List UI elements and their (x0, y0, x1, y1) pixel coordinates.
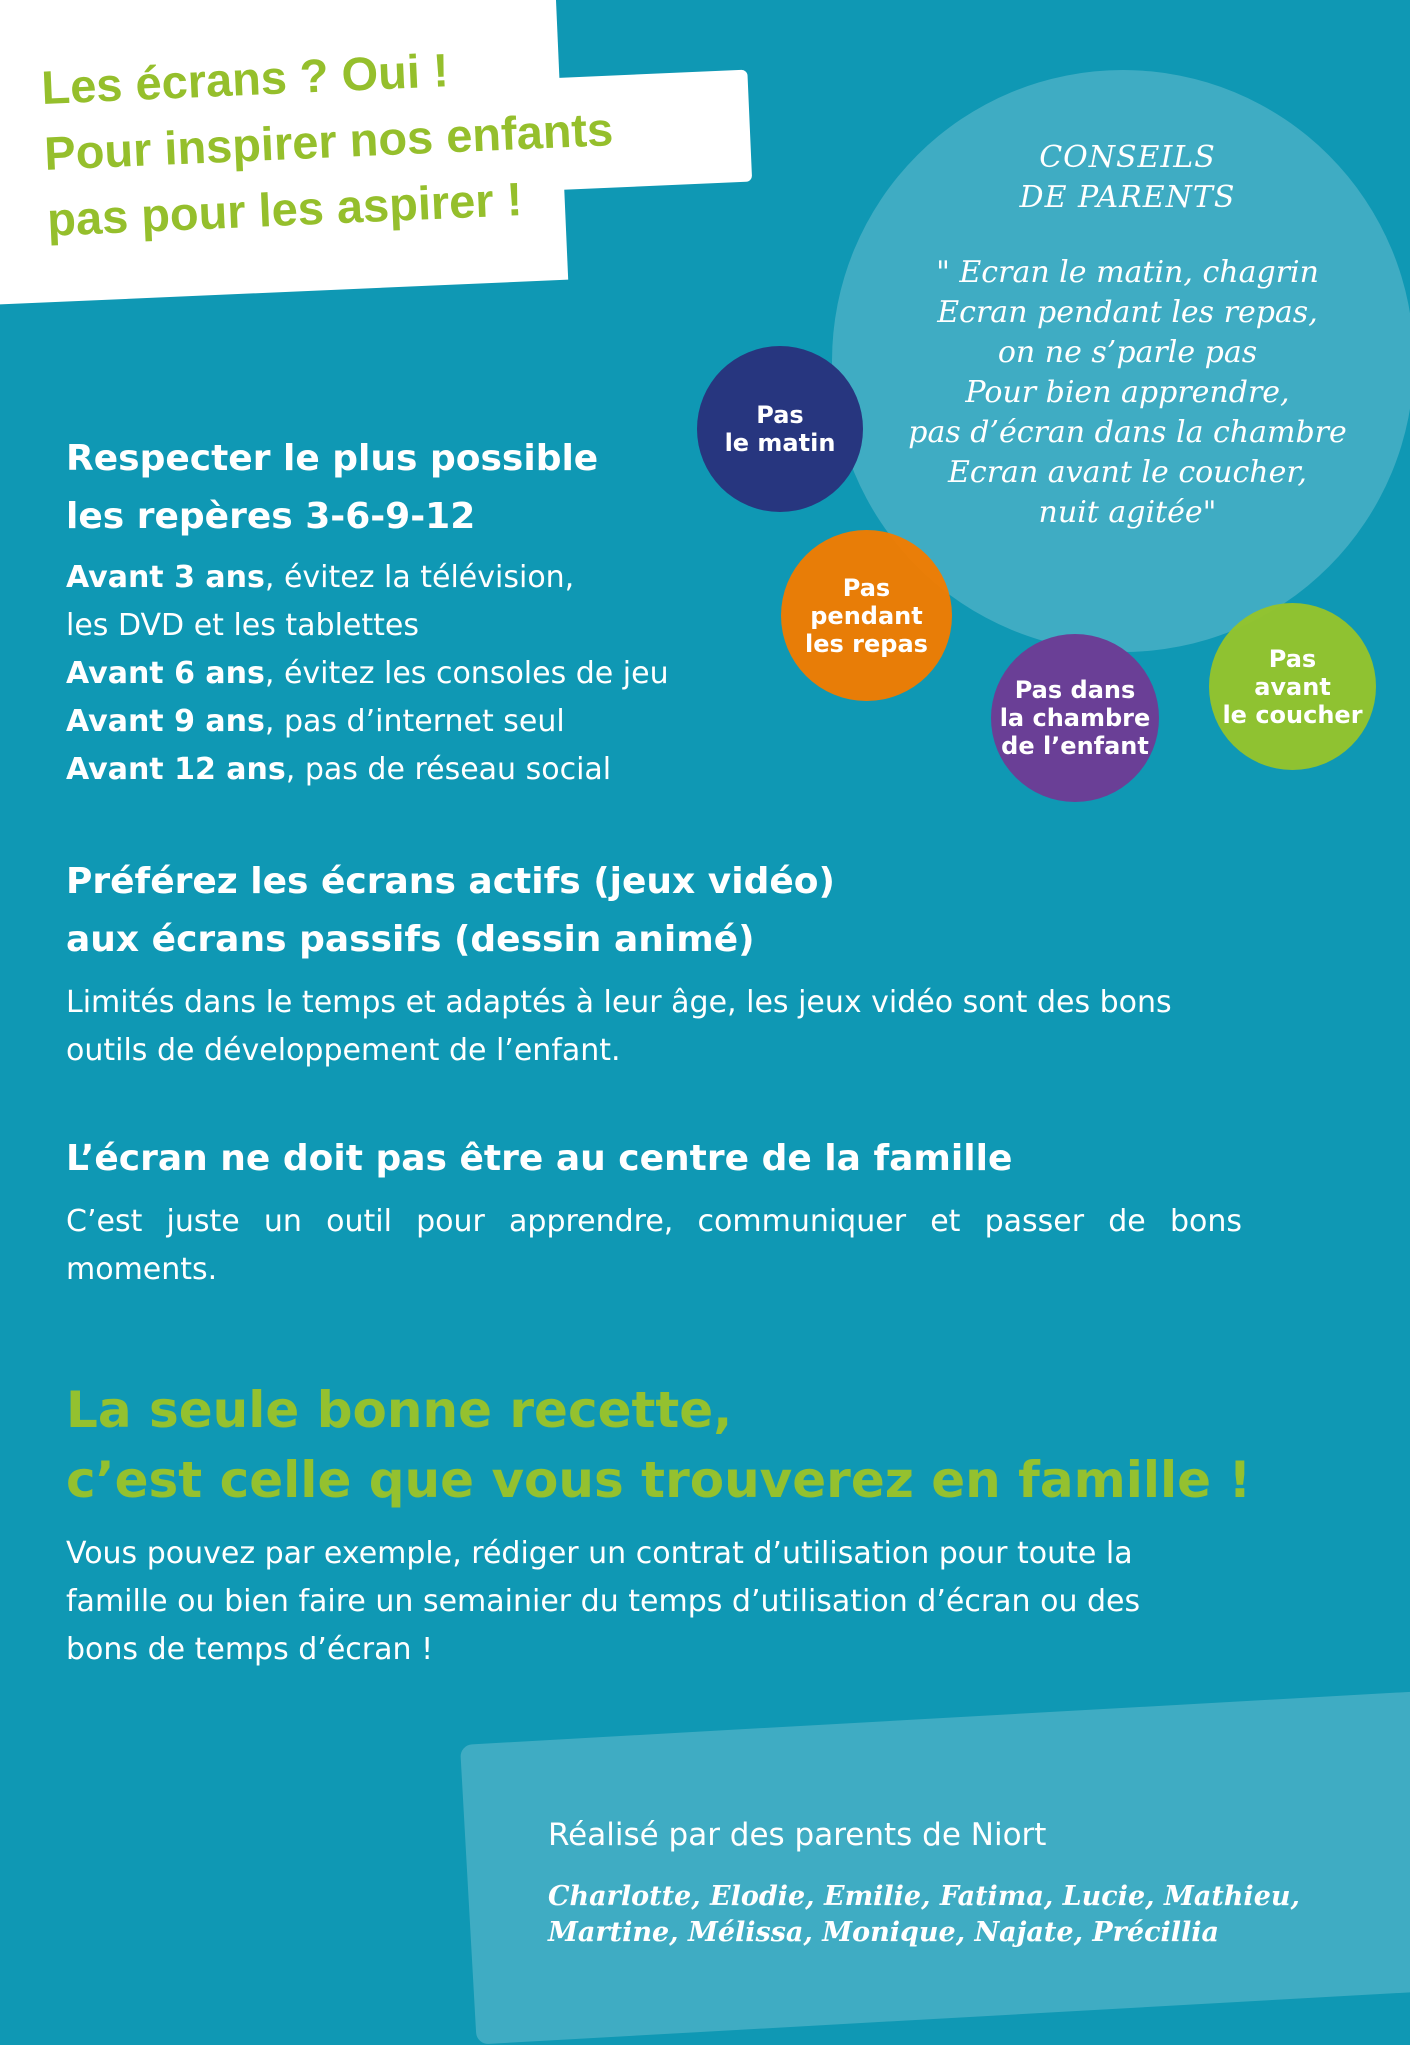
conseils-title (870, 138, 1385, 218)
reperes-item: les DVD et les tablettes (66, 608, 419, 643)
title-banner (40, 24, 748, 252)
bubble-label: Pas (842, 573, 891, 602)
bubble-label: Pas (1268, 644, 1317, 673)
title-line-1: Les écrans ? Oui ! (40, 43, 450, 114)
title-line-2: Pour inspirer nos enfants (43, 102, 615, 180)
credits-names (548, 1879, 1388, 1951)
title-line-3: pas pour les aspirer ! (46, 172, 524, 246)
actifs-heading-line-1: Préférez les écrans actifs (jeux vidéo) (66, 861, 835, 902)
bubble-label: le coucher (1222, 700, 1363, 729)
centre-body-line: C’est juste un outil pour apprendre, communiquer et passer de bons (66, 1204, 1242, 1239)
bubble-label: pendant (810, 601, 923, 630)
credits-names-line: Charlotte, Elodie, Emilie, Fatima, Lucie, Mathieu, (548, 1881, 1300, 1912)
recette-body-line: famille ou bien faire un semainier du temps d’utilisation d’écran ou des (66, 1584, 1141, 1619)
reperes-item: Avant 12 ans, pas de réseau social (66, 752, 612, 787)
bubble-label: le matin (724, 429, 836, 457)
reperes-section (66, 430, 1266, 794)
quote-line: Ecran avant le coucher, (948, 455, 1307, 490)
credits-title: Réalisé par des parents de Niort (548, 1817, 1047, 1853)
quote-line: on ne s’parle pas (997, 335, 1258, 370)
reperes-heading (66, 430, 1266, 546)
actifs-heading (66, 853, 1266, 969)
conseils-title-line-2: DE PARENTS (1019, 180, 1236, 215)
bubble-label: les repas (805, 629, 928, 658)
bubble-label: Pas (756, 401, 804, 429)
actifs-body (66, 979, 1266, 1075)
bubble-label: de l’enfant (1001, 732, 1149, 760)
reperes-heading-line-1: Respecter le plus possible (66, 438, 599, 479)
bubble-label: Pas dans (1014, 676, 1136, 704)
actifs-section (66, 853, 1266, 1075)
quote-line: nuit agitée" (1038, 495, 1217, 530)
credits-names-line: Martine, Mélissa, Monique, Najate, Précillia (548, 1917, 1220, 1948)
actifs-body-line: outils de développement de l’enfant. (66, 1033, 621, 1068)
actifs-heading-line-2: aux écrans passifs (dessin animé) (66, 919, 755, 960)
centre-body (66, 1198, 1266, 1294)
quote-line: " Ecran le matin, chagrin (936, 255, 1319, 290)
recette-body (66, 1530, 1266, 1674)
centre-body-line: moments. (66, 1252, 218, 1287)
reperes-list (66, 554, 1266, 794)
credits (548, 1815, 1388, 1951)
recette-body-line: Vous pouvez par exemple, rédiger un contrat d’utilisation pour toute la (66, 1536, 1133, 1571)
centre-heading: L’écran ne doit pas être au centre de la famille (66, 1138, 1013, 1179)
bubble-label: la chambre (999, 704, 1151, 732)
quote-line: Ecran pendant les repas, (937, 295, 1318, 330)
recette-heading-line-2: c’est celle que vous trouverez en famille ! (66, 1451, 1252, 1509)
recette-heading-line-1: La seule bonne recette, (66, 1381, 733, 1439)
recette-heading (66, 1375, 1251, 1515)
quote-line: Pour bien apprendre, (965, 375, 1290, 410)
reperes-item: Avant 6 ans, évitez les consoles de jeu (66, 656, 669, 691)
bubble-label: avant (1254, 672, 1331, 701)
reperes-item: Avant 9 ans, pas d’internet seul (66, 704, 565, 739)
quote-line: pas d’écran dans la chambre (908, 415, 1347, 450)
recette-body-line: bons de temps d’écran ! (66, 1632, 434, 1667)
conseils-title-line-1: CONSEILS (1039, 140, 1216, 175)
reperes-heading-line-2: les repères 3-6-9-12 (66, 496, 476, 537)
centre-section (66, 1130, 1266, 1294)
actifs-body-line: Limités dans le temps et adaptés à leur âge, les jeux vidéo sont des bons (66, 985, 1172, 1020)
reperes-item: Avant 3 ans, évitez la télévision, (66, 560, 575, 595)
